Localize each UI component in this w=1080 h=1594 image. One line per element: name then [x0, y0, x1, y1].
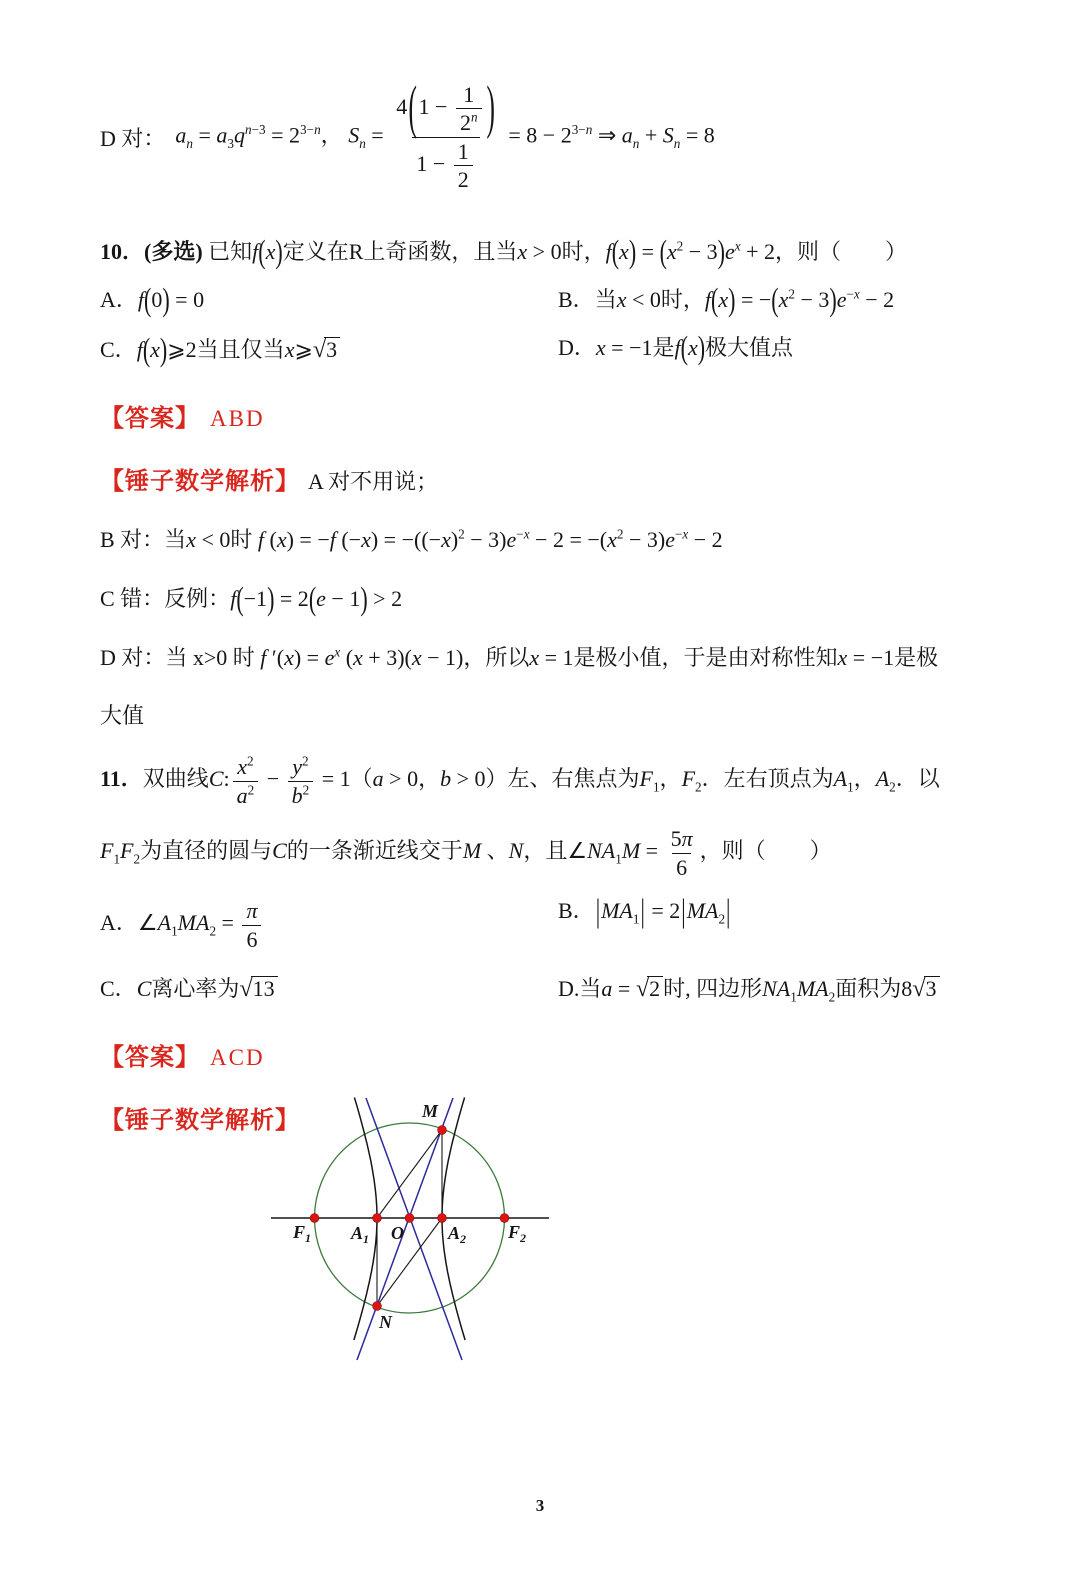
option-11-b	[558, 887, 1000, 963]
figure-point-N	[373, 1301, 382, 1310]
option-11-c	[100, 963, 558, 1014]
question-10-analysis-intro: A 对不用说；	[308, 469, 439, 495]
option-11-c-label: C．	[100, 976, 137, 1002]
option-10-c	[100, 324, 558, 376]
question-11-stem-line2: $F_1F_2$为直径的圆与C的一条渐近线交于M 、N，且$\angle NA_1M$ = $\frac{5\pi}{6}$ ，则（ ）	[100, 826, 832, 880]
answer-label: 【答案】	[100, 405, 200, 433]
option-10-a-math: f(0) = 0	[137, 280, 205, 318]
document-content	[0, 66, 1080, 1370]
figure-label-O: O	[391, 1222, 404, 1243]
option-10-a	[100, 276, 558, 325]
analysis-label: 【锤子数学解析】	[100, 468, 300, 496]
figure-container	[265, 1094, 585, 1366]
hyperbola-figure	[265, 1094, 585, 1366]
option-10-a-label: A．	[100, 286, 138, 312]
figure-point-A1	[373, 1213, 382, 1222]
figure-edge-A2-N	[377, 1218, 442, 1306]
option-10-c-math: f(x)⩾2当且仅当x⩾√3	[137, 337, 340, 362]
analysis-label: 【锤子数学解析】	[100, 1106, 300, 1134]
option-10-b-label: B．	[558, 286, 595, 312]
figure-edge-A1-M	[377, 1130, 442, 1218]
solution-10-c-line: C 错：反例：f(−1) = 2(e − 1) > 2	[100, 579, 403, 617]
figure-asymptote-1	[357, 1098, 453, 1360]
solution-9d-prefix: D 对：	[100, 125, 166, 151]
option-11-d-math: 当a = √2 时, 四边形$NA_1MA_2$面积为8√3	[579, 976, 939, 1001]
option-10-b	[558, 276, 1000, 325]
option-11-b-label: B．	[558, 898, 595, 924]
figure-point-O	[405, 1213, 414, 1222]
question-11-answer: ACD	[210, 1044, 265, 1070]
question-10-answer-row	[100, 392, 1000, 439]
solution-10-d-line: D 对：当 x>0 时 f $'(x) = e^x$ (x + 3)(x − 1)，所以x = 1是极小值，于是由对称性知x = −1是极	[100, 644, 939, 670]
answer-label: 【答案】	[100, 1043, 200, 1071]
option-11-d-label: D.	[558, 976, 580, 1002]
figure-label-A1: $A_1$	[351, 1222, 370, 1246]
option-11-a	[100, 887, 558, 963]
figure-label-N: N	[379, 1311, 392, 1332]
document-page	[0, 66, 1080, 1594]
figure-point-A2	[438, 1213, 447, 1222]
figure-label-F1: $F_1$	[293, 1221, 312, 1245]
solution-9d-math: $a_n = a_3q^{n-3} = 2^{3-n}$， $S_n$ = 4(1 − $\frac{1}{2^n}$ ) 1 − $\frac{1}{2}$ = $8 - 2^{3-n}$ ⇒ $a_n + S_n = 8$	[175, 71, 715, 192]
solution-10-d-line-wrap: 大值	[100, 703, 145, 729]
question-10-stem: 10．(多选) 已知f(x)定义在R上奇函数，且当x > 0时，$f(x) = (x^2 - 3)e^x + 2$，则（ ）	[100, 232, 908, 271]
question-10-answer: ABD	[210, 406, 265, 432]
option-11-b-math: $|MA_1| = 2|MA_2|$	[595, 891, 731, 930]
question-11-analysis-row	[100, 1094, 1000, 1370]
figure-label-F2: $F_2$	[508, 1221, 527, 1245]
figure-point-F1	[310, 1213, 319, 1222]
option-10-b-math: 当x < 0时，$f(x) = -(x^2 - 3)e^{-x} - 2$	[594, 280, 895, 318]
option-10-d	[558, 324, 1000, 376]
solution-9d-line	[100, 66, 1000, 208]
figure-label-M: M	[422, 1100, 439, 1121]
option-11-a-math: $\angle A_1MA_2$ = $\frac{\pi}{6}$	[138, 910, 265, 935]
option-11-d	[558, 963, 1000, 1014]
option-11-c-math: C离心率为√13	[137, 976, 278, 1001]
option-11-a-label: A．	[100, 910, 138, 936]
question-10-analysis-row	[100, 455, 1000, 502]
option-10-d-label: D．	[558, 335, 596, 361]
option-10-c-label: C．	[100, 337, 137, 363]
question-10-options	[100, 276, 1000, 376]
option-10-d-math: x = −1是f(x)极大值点	[595, 328, 794, 367]
question-11-options	[100, 887, 1000, 1014]
question-11-stem-line1: 11．双曲线C: $\frac{x^2}{a^2}$ − $\frac{y^2}{b^2}$ = 1（a > 0，b > 0）左、右焦点为$F_1$，$F_2$．左右顶点为$A_1$，$A_2$．以	[100, 753, 940, 808]
figure-label-A2: $A_2$	[448, 1222, 467, 1246]
question-11-answer-row	[100, 1031, 1000, 1078]
solution-10-b-line: B 对：当x < 0时 f (x) = −f $(-x) = -((-x)^2 - 3)e^{-x} - 2 = -(x^2 - 3)e^{-x} - 2$	[100, 526, 723, 553]
page-number: 3	[535, 1496, 545, 1515]
figure-point-M	[438, 1125, 447, 1134]
